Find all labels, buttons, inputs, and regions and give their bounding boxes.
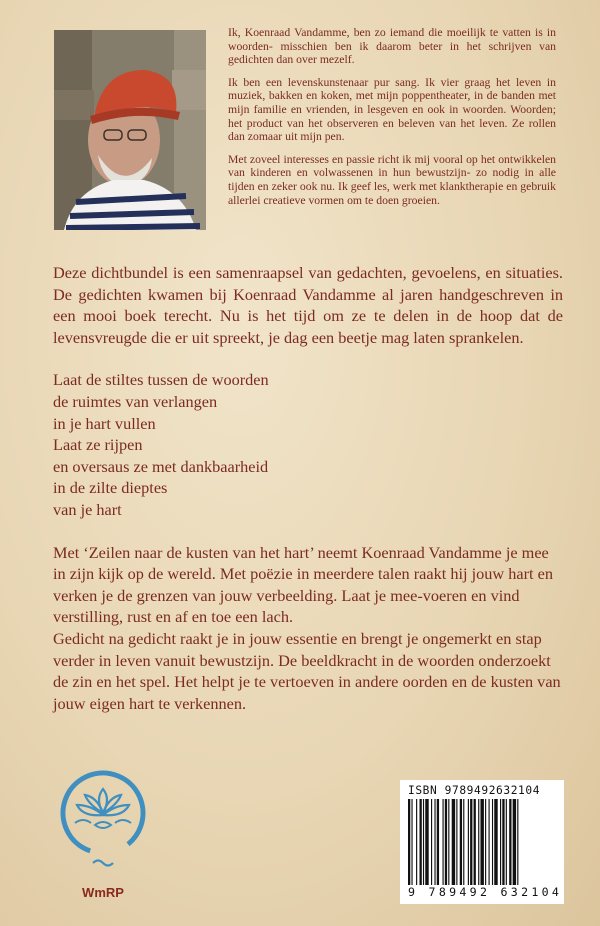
barcode-bar [445,799,447,885]
barcode-bar [423,799,424,885]
barcode-bar [480,799,483,885]
barcode-bar [416,799,417,885]
poem-line: Laat ze rijpen [53,435,143,455]
outro-paragraph-2: Gedicht na gedicht raakt je in jouw essentie en brengt je ongemerkt en stap verder in leven vanuit bewustzijn. De beeldkracht in de woorden onderzoekt de zin en het spel. Het helpt je te vertoeven in andere oorden en de kusten van jouw eigen hart te verkennen. [53,628,561,713]
poem-line: en oversaus ze met dankbaarheid [53,456,269,476]
barcode-bar [408,799,410,885]
barcode-bar [437,799,439,885]
poem-line: in je hart vullen [53,413,156,433]
barcode-bar [463,799,464,885]
lotus-wave-icon [53,755,153,885]
barcode-bar [513,799,516,885]
intro-paragraph: Deze dichtbundel is een samenraapsel van gedachten, gevoelens, en situaties. De gedichten kwamen bij Koenraad Vandamme al jaren handgeschreven in een mooi boek terecht. Nu is het tijd om ze te delen in de hoop dat de levensvreugde die er uit spreekt, je dag een beetje mag laten sprankelen. [53,263,563,347]
barcode-bar [517,799,518,885]
poem-line: van je hart [53,499,122,519]
bio-paragraph-3: Met zoveel interesses en passie richt ik mij vooral op het ontwikkelen van kinderen en volwassenen in hun bewustzijn- zo nodig in alle tijden en zeker ook nu. Ik geef les, werk met klanktherapie en gebruik allerlei creatieve vormen om te doen groeien. [228,152,556,207]
barcode-bar [448,799,449,885]
barcode-bar [500,799,501,885]
barcode-bar [470,799,472,885]
main-text [53,262,563,714]
poem-line: de ruimtes van verlangen [53,391,218,411]
author-bio [228,26,556,216]
barcode-bar [506,799,507,885]
isbn-digits: 9 789492 632104 [408,885,563,899]
author-photo [54,30,206,230]
barcode-bar [456,799,457,885]
barcode-bar [478,799,479,885]
bio-paragraph-1: Ik, Koenraad Vandamme, ben zo iemand die moeilijk te vatten is in woorden- misschien ben ik daarom beter in het schrijven van gedichten dan over mezelf. [228,26,556,67]
barcode-bar [420,799,422,885]
barcode-bar [434,799,435,885]
outro-paragraph-1: Met ‘Zeilen naar de kusten van het hart’ neemt Koenraad Vandamme je mee in zijn kijk op de wereld. Met poëzie in meerdere talen raakt hij jouw hart en verken je de grenzen van jouw verbeelding. Laat je mee-voeren en vind verstilling, rust en af en toe een lach. [53,542,554,627]
barcode-bar [411,799,412,885]
publisher-logo [53,755,153,905]
barcode-bar [452,799,455,885]
publisher-name: WmRP [82,885,124,900]
barcode-bar [509,799,511,885]
barcode-bar [431,799,432,885]
poem-line: Laat de stiltes tussen de woorden [53,370,269,390]
barcode-bar [468,799,469,885]
barcode-bar [443,799,444,885]
bio-paragraph-2: Ik ben een levenskunstenaar pur sang. Ik vier graag het leven in muziek, bakken en koken, met mijn poppentheater, in de banden met mijn familie en vrienden, in lesgeven en ook in woorden. Woorden; het product van het observeren en beleven van het leven. Ze rollen dan zomaar uit mijn pen. [228,75,556,144]
barcode-bar [485,799,486,885]
poem-line: in de zilte dieptes [53,478,168,498]
barcode-bar [489,799,490,885]
barcode-bar [460,799,462,885]
barcode-bar [474,799,476,885]
barcode-bars [408,799,558,885]
isbn-barcode [400,780,564,904]
isbn-label: ISBN 9789492632104 [408,784,541,797]
barcode-bar [492,799,493,885]
barcode-bar [425,799,428,885]
barcode-bar [502,799,504,885]
barcode-bar [494,799,497,885]
